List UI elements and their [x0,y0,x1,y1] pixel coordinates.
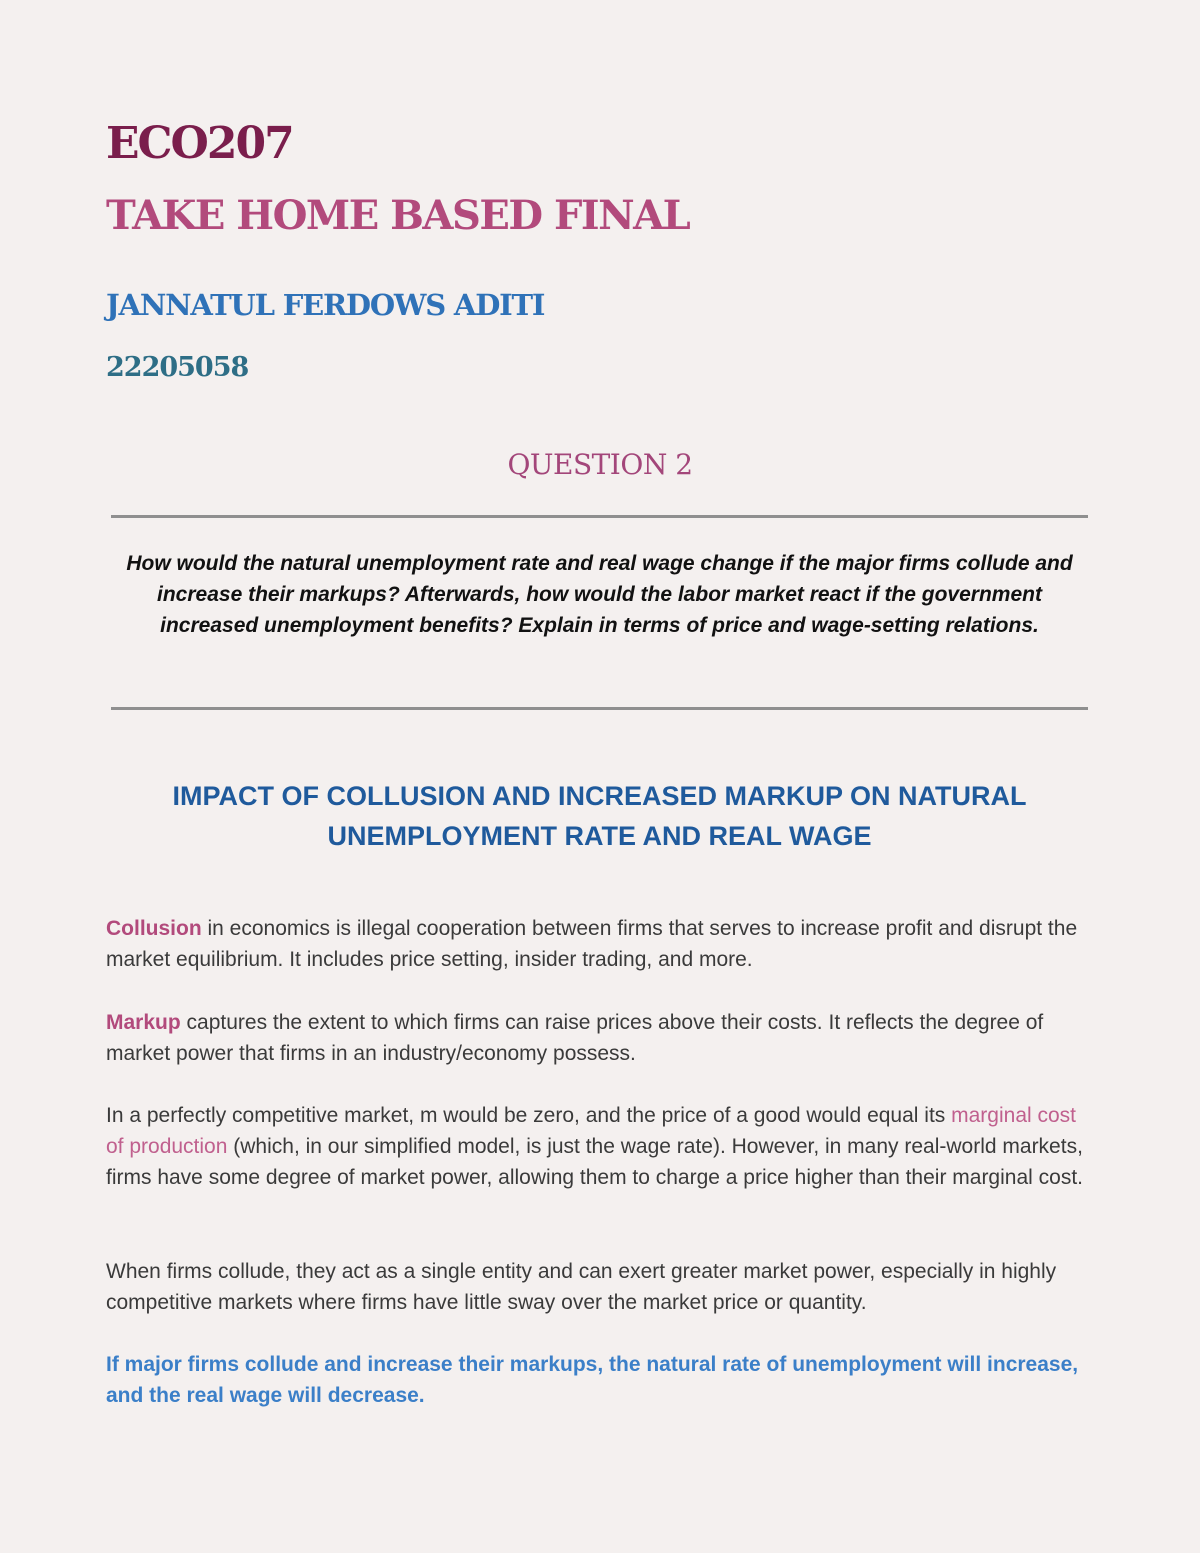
collusion-definition: in economics is illegal cooperation between firms that serves to increase profit and disrupt the market equilibrium. It includes price setting, insider trading, and more. [106,917,1078,971]
course-code: ECO207 [106,118,293,169]
exam-title: TAKE HOME BASED FINAL [106,192,690,239]
markup-paragraph [106,1007,1096,1069]
section-heading: IMPACT OF COLLUSION AND INCREASED MARKUP ON NATURAL UNEMPLOYMENT RATE AND REAL WAGE [172,781,1027,851]
collusion-term: Collusion [106,917,202,940]
competitive-market-paragraph [106,1100,1096,1193]
conclusion-statement: If major firms collude and increase their markups, the natural rate of unemployment will increase, and the real wage will decrease. [106,1353,1079,1407]
collusion-paragraph [106,913,1096,975]
competitive-text-start: In a perfectly competitive market, m would be zero, and the price of a good would equal its [106,1104,952,1127]
question-text: How would the natural unemployment rate and real wage change if the major firms collude and increase their markups? Afterwards, how would the labor market react if the government increased unemployment benefits? Explain in terms of price and wage-setting relations. [126,552,1073,637]
student-id: 22205058 [106,352,249,383]
top-divider [111,515,1088,518]
markup-term: Markup [106,1011,181,1034]
competitive-text-end: (which, in our simplified model, is just the wage rate). However, in many real-world markets, firms have some degree of market power, allowing them to charge a price higher than their marginal cost. [106,1135,1083,1189]
collude-paragraph: When firms collude, they act as a single entity and can exert greater market power, especially in highly competitive markets where firms have little sway over the market price or quantity. [106,1260,1057,1314]
question-label: QUESTION 2 [507,448,693,481]
bottom-divider [111,707,1088,710]
marginal-cost-term: marginal cost of production [106,1104,1077,1158]
student-name: JANNATUL FERDOWS ADITI [106,288,545,322]
markup-definition: captures the extent to which firms can raise prices above their costs. It reflects the degree of market power that firms in an industry/economy possess. [106,1011,1044,1065]
